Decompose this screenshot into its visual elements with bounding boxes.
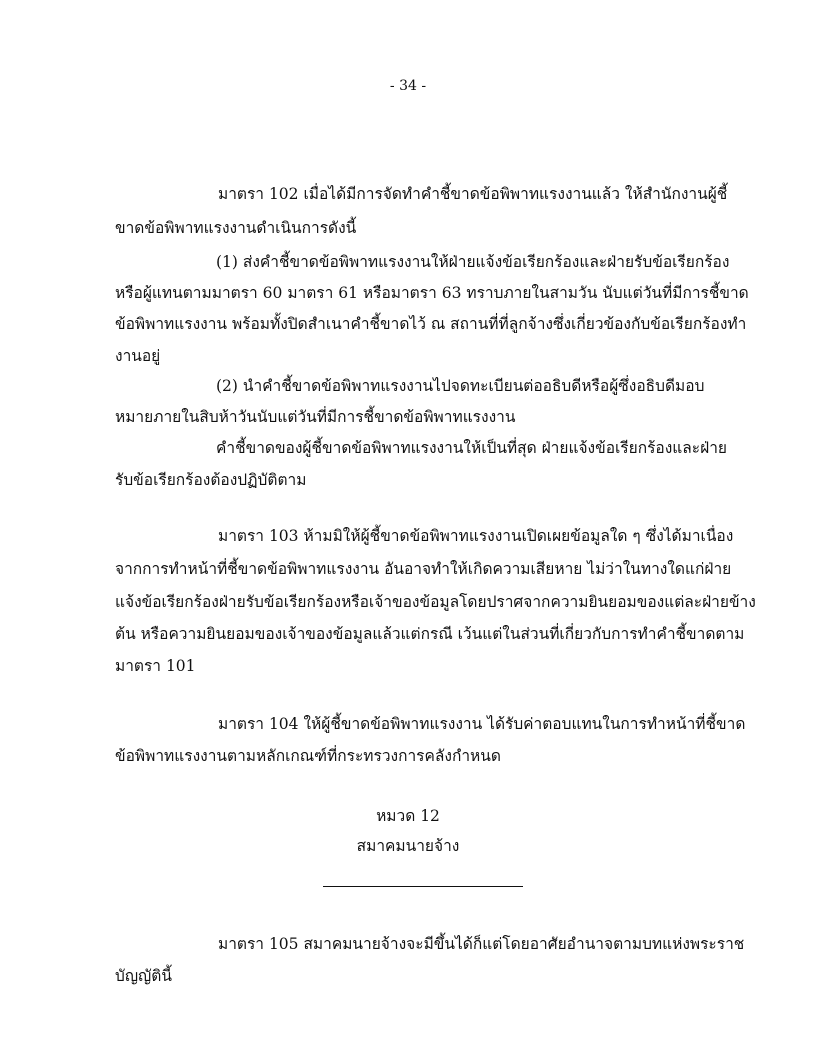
chapter-number: หมวด 12	[376, 807, 440, 825]
paragraph-line: หมายภายในสิบห้าวันนับแต่วันที่มีการชี้ขาดข้อพิพาทแรงงาน	[115, 408, 516, 426]
paragraph-line: (2) นำคำชี้ขาดข้อพิพาทแรงงานไปจดทะเบียนต่ออธิบดีหรือผู้ซึ่งอธิบดีมอบ	[216, 377, 705, 395]
paragraph-line: ต้น หรือความยินยอมของเจ้าของข้อมูลแล้วแต่กรณี เว้นแต่ในส่วนที่เกี่ยวกับการทำคำชี้ขาดตาม	[115, 625, 745, 643]
paragraph-line: ขาดข้อพิพาทแรงงานดำเนินการดังนี้	[115, 219, 357, 237]
paragraph-line: หรือผู้แทนตามมาตรา 60 มาตรา 61 หรือมาตรา 63 ทราบภายในสามวัน นับแต่วันที่มีการชี้ขาด	[115, 284, 749, 302]
paragraph-line: ข้อพิพาทแรงงาน พร้อมทั้งปิดสำเนาคำชี้ขาดไว้ ณ สถานที่ที่ลูกจ้างซึ่งเกี่ยวข้องกับข้อเรียกร้องทำ	[115, 315, 747, 333]
paragraph-line: งานอยู่	[115, 347, 161, 365]
paragraph-line: มาตรา 105 สมาคมนายจ้างจะมีขึ้นได้ก็แต่โดยอาศัยอำนาจตามบทแห่งพระราช	[218, 935, 745, 953]
chapter-title: สมาคมนายจ้าง	[356, 837, 460, 855]
paragraph-line: (1) ส่งคำชี้ขาดข้อพิพาทแรงงานให้ฝ่ายแจ้งข้อเรียกร้องและฝ่ายรับข้อเรียกร้อง	[216, 253, 730, 271]
paragraph-line: ข้อพิพาทแรงงานตามหลักเกณฑ์ที่กระทรวงการคลังกำหนด	[115, 747, 501, 765]
paragraph-line: คำชี้ขาดของผู้ชี้ขาดข้อพิพาทแรงงานให้เป็นที่สุด ฝ่ายแจ้งข้อเรียกร้องและฝ่าย	[216, 439, 727, 457]
page-number: - 34 -	[389, 78, 427, 94]
paragraph-line: มาตรา 102 เมื่อได้มีการจัดทำคำชี้ขาดข้อพิพาทแรงงานแล้ว ให้สำนักงานผู้ชี้	[218, 185, 728, 203]
paragraph-line: มาตรา 104 ให้ผู้ชี้ขาดข้อพิพาทแรงงาน ได้รับค่าตอบแทนในการทำหน้าที่ชี้ขาด	[218, 715, 746, 733]
paragraph-line: จากการทำหน้าที่ชี้ขาดข้อพิพาทแรงงาน อันอาจทำให้เกิดความเสียหาย ไม่ว่าในทางใดแก่ฝ่าย	[115, 560, 732, 578]
paragraph-line: แจ้งข้อเรียกร้องฝ่ายรับข้อเรียกร้องหรือเจ้าของข้อมูลโดยปราศจากความยินยอมของแต่ละฝ่ายข้าง	[115, 593, 756, 611]
paragraph-line: มาตรา 101	[115, 657, 196, 675]
paragraph-line: รับข้อเรียกร้องต้องปฏิบัติตาม	[115, 471, 307, 489]
divider-line	[323, 886, 523, 887]
paragraph-line: บัญญัตินี้	[115, 967, 172, 985]
paragraph-line: มาตรา 103 ห้ามมิให้ผู้ชี้ขาดข้อพิพาทแรงงานเปิดเผยข้อมูลใด ๆ ซึ่งได้มาเนื่อง	[218, 527, 734, 545]
